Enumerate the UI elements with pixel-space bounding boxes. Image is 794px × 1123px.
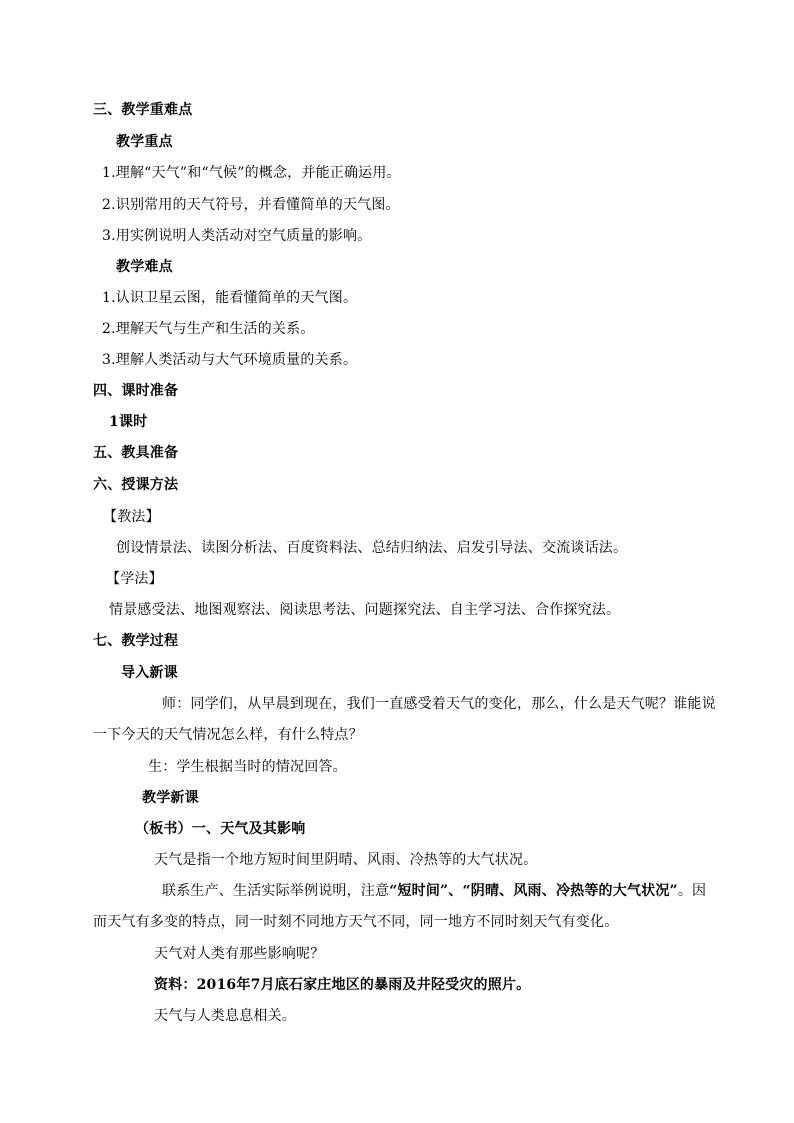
new-lesson-title: 教学新课 (142, 790, 199, 806)
section7-heading: 七、教学过程 (93, 633, 179, 649)
difficult-point-item: 3.理解人类活动与大气环境质量的关系。 (102, 352, 358, 368)
section4-heading: 四、课时准备 (93, 383, 179, 399)
intro-title: 导入新课 (121, 665, 178, 681)
key-points-title: 教学重点 (116, 134, 173, 150)
section3-heading: 三、教学重难点 (93, 102, 193, 118)
explanation-text: 联系生产、生活实际举例说明，注意 (162, 883, 390, 899)
weather-definition: 天气是指一个地方短时间里阴晴、风雨、冷热等的大气状况。 (154, 852, 538, 868)
teacher-line: 一下今天的天气情况怎么样，有什么特点？ (93, 727, 363, 743)
key-point-item: 1.理解“天气”和“气候”的概念，并能正确运用。 (102, 165, 401, 181)
difficult-point-item: 1.认识卫星云图，能看懂简单的天气图。 (102, 290, 358, 306)
section5-heading: 五、教具准备 (93, 445, 179, 461)
learning-method-text: 情景感受法、地图观察法、阅读思考法、问题探究法、自主学习法、合作探究法。 (109, 602, 621, 618)
key-point-item: 2.识别常用的天气符号，并看懂简单的天气图。 (102, 197, 400, 213)
board-heading: （板书）一、天气及其影响 (135, 821, 306, 837)
explanation-line: 而天气有多变的特点，同一时刻不同地方天气不同，同一地方不同时刻天气有变化。 (93, 914, 619, 930)
impact-question: 天气对人类有那些影响呢？ (154, 946, 325, 962)
conclusion: 天气与人类息息相关。 (154, 1008, 296, 1024)
student-line: 生：学生根据当时的情况回答。 (148, 759, 347, 775)
teaching-method-label: 【教法】 (103, 509, 160, 525)
teacher-line: 师：同学们，从早晨到现在，我们一直感受着天气的变化，那么，什么是天气呢？谁能说 (162, 696, 716, 712)
material-note: 资料：2016年7月底石家庄地区的暴雨及井陉受灾的照片。 (154, 977, 531, 993)
teaching-method-text: 创设情景法、读图分析法、百度资料法、总结归纳法、启发引导法、交流谈话法。 (116, 540, 628, 556)
explanation-text: 。因 (677, 883, 707, 899)
explanation-line (162, 881, 706, 901)
difficult-point-item: 2.理解天气与生产和生活的关系。 (102, 321, 315, 337)
explanation-emphasis: “短时间”、“阴晴、风雨、冷热等的大气状况” (389, 883, 678, 899)
class-hours: 1课时 (109, 414, 148, 430)
difficult-points-title: 教学难点 (116, 259, 173, 275)
learning-method-label: 【学法】 (106, 571, 163, 587)
key-point-item: 3.用实例说明人类活动对空气质量的影响。 (102, 228, 372, 244)
section6-heading: 六、授课方法 (93, 477, 179, 493)
